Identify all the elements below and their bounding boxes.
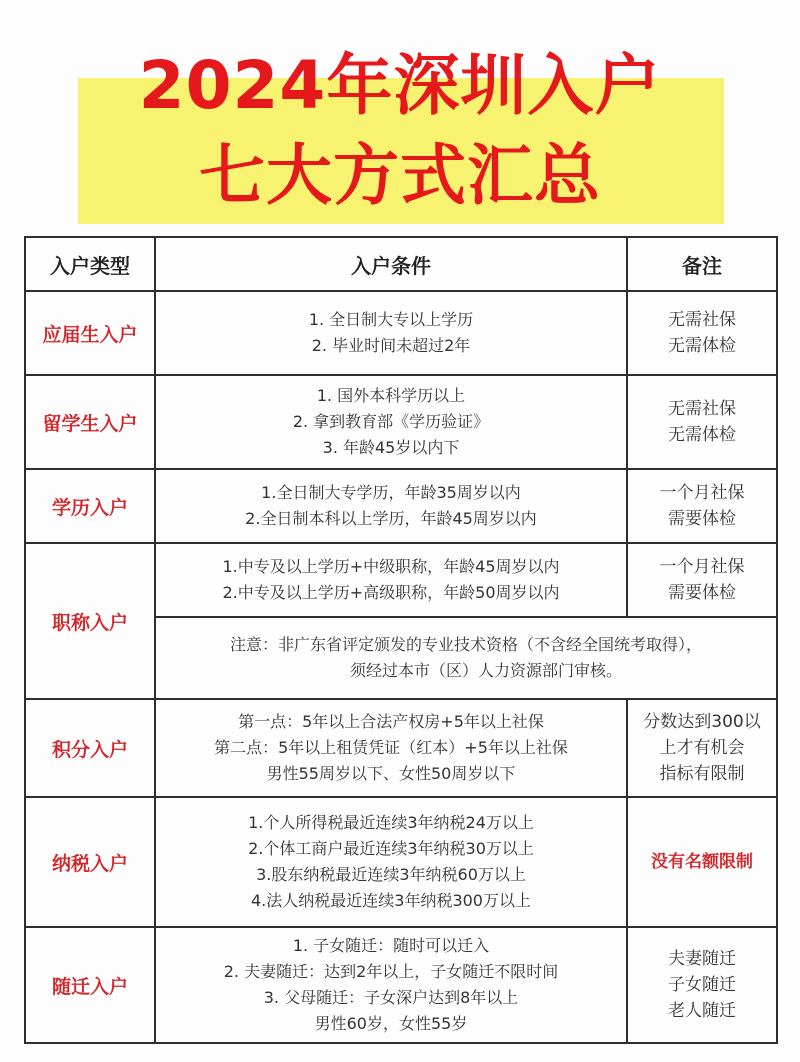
- type-cell: 留学生入户: [25, 375, 155, 469]
- note-line: 一个月社保: [659, 483, 745, 503]
- condition-line: 男性55周岁以下、女性50周岁以下: [266, 764, 516, 783]
- notes-cell: [627, 797, 777, 927]
- conditions-cell: [155, 291, 627, 375]
- notes-cell: [627, 699, 777, 797]
- table-header-row: [25, 237, 777, 291]
- table-row: [25, 699, 777, 797]
- condition-line: 4.法人纳税最近连续3年纳税300万以上: [251, 891, 531, 910]
- note-line: 需要体检: [668, 509, 736, 529]
- page-title-line-1: 2024年深圳入户: [138, 47, 662, 124]
- table-row: [25, 927, 777, 1043]
- condition-line: 2.全日制本科以上学历，年龄45周岁以内: [245, 509, 537, 528]
- condition-line: 2.个体工商户最近连续3年纳税30万以上: [248, 839, 534, 858]
- condition-line: 1.全日制大专学历，年龄35周岁以内: [261, 483, 521, 502]
- note-line: 一个月社保: [659, 557, 745, 577]
- type-cell: 积分入户: [25, 699, 155, 797]
- condition-line: 3.股东纳税最近连续3年纳税60万以上: [256, 865, 526, 884]
- note-line: 老人随迁: [668, 1001, 736, 1021]
- table-row: [25, 797, 777, 927]
- condition-line: 2. 夫妻随迁：达到2年以上，子女随迁不限时间: [223, 962, 559, 981]
- note-line: 无需体检: [668, 425, 736, 445]
- table-row: [25, 291, 777, 375]
- condition-line: 第二点：5年以上租赁凭证（红本）+5年以上社保: [214, 738, 568, 757]
- notes-cell: [627, 543, 777, 617]
- note-line: 子女随迁: [668, 975, 736, 995]
- note-line: 上才有机会: [659, 738, 745, 758]
- conditions-cell: [155, 927, 627, 1043]
- notice-line: 注意：非广东省评定颁发的专业技术资格（不含经全国统考取得），: [229, 635, 702, 654]
- notes-cell: [627, 469, 777, 543]
- conditions-cell: [155, 797, 627, 927]
- condition-line: 男性60岁，女性55岁: [314, 1014, 468, 1033]
- note-line: 无需社保: [668, 399, 736, 419]
- notes-cell: [627, 927, 777, 1043]
- notice-cell: [155, 617, 777, 699]
- condition-line: 3. 父母随迁：子女深户达到8年以上: [263, 988, 519, 1007]
- notice-line: 须经过本市（区）人力资源部门审核。: [349, 661, 622, 680]
- conditions-cell: [155, 543, 627, 617]
- header-conditions: 入户条件: [155, 237, 627, 291]
- page-title-line-2: 七大方式汇总: [199, 137, 601, 214]
- condition-line: 1.中专及以上学历+中级职称，年龄45周岁以内: [222, 557, 560, 576]
- condition-line: 3. 年龄45岁以内下: [322, 438, 460, 457]
- conditions-cell: [155, 469, 627, 543]
- conditions-cell: [155, 375, 627, 469]
- table-row: [25, 469, 777, 543]
- type-cell: 应届生入户: [25, 291, 155, 375]
- type-cell: 随迁入户: [25, 927, 155, 1043]
- note-line: 指标有限制: [659, 764, 745, 784]
- note-line: 分数达到300以: [643, 712, 761, 732]
- note-line: 无需体检: [668, 336, 736, 356]
- type-cell: 学历入户: [25, 469, 155, 543]
- condition-line: 2. 毕业时间未超过2年: [311, 336, 471, 355]
- conditions-cell: [155, 699, 627, 797]
- notes-cell: [627, 375, 777, 469]
- condition-line: 2.中专及以上学历+高级职称，年龄50周岁以内: [222, 583, 560, 602]
- type-cell: 职称入户: [25, 543, 155, 699]
- condition-line: 1. 国外本科学历以上: [316, 386, 466, 405]
- note-line: 没有名额限制: [651, 852, 753, 872]
- header-notes: 备注: [627, 237, 777, 291]
- condition-line: 1. 子女随迁：随时可以迁入: [292, 936, 490, 955]
- note-line: 无需社保: [668, 310, 736, 330]
- table-row: [25, 543, 777, 617]
- header-type: 入户类型: [25, 237, 155, 291]
- type-cell: 纳税入户: [25, 797, 155, 927]
- condition-line: 第一点：5年以上合法产权房+5年以上社保: [238, 712, 544, 731]
- note-line: 夫妻随迁: [668, 949, 736, 969]
- hukou-methods-table: [24, 236, 778, 1044]
- condition-line: 2. 拿到教育部《学历验证》: [292, 412, 490, 431]
- notes-cell: [627, 291, 777, 375]
- note-line: 需要体检: [668, 583, 736, 603]
- condition-line: 1.个人所得税最近连续3年纳税24万以上: [248, 813, 534, 832]
- table-row: [25, 375, 777, 469]
- condition-line: 1. 全日制大专以上学历: [308, 310, 474, 329]
